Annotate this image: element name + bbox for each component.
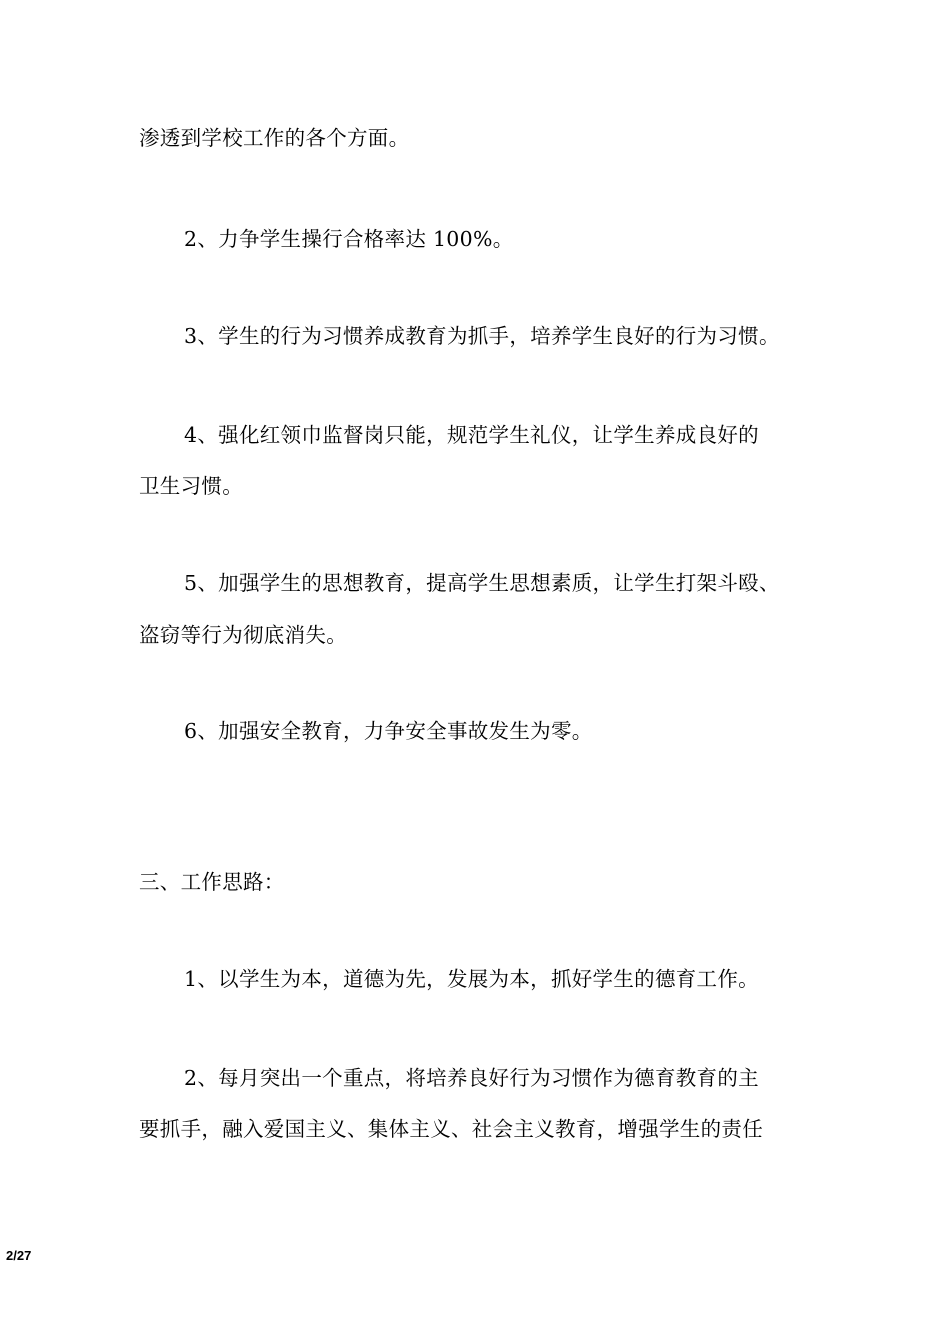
text-line-1: 渗透到学校工作的各个方面。 [139, 126, 410, 150]
text-line-6: 5、加强学生的思想教育，提高学生思想素质，让学生打架斗殴、 [184, 571, 780, 595]
text-line-3: 3、学生的行为习惯养成教育为抓手，培养学生良好的行为习惯。 [184, 324, 780, 348]
text-line-7: 盗窃等行为彻底消失。 [139, 623, 347, 647]
text-line-5: 卫生习惯。 [139, 474, 243, 498]
text-line-11: 2、每月突出一个重点，将培养良好行为习惯作为德育教育的主 [184, 1066, 759, 1090]
section-heading: 三、工作思路： [139, 870, 285, 894]
page-number: 2/27 [6, 1248, 32, 1263]
text-line-10: 1、以学生为本，道德为先，发展为本，抓好学生的德育工作。 [184, 967, 759, 991]
text-line-4: 4、强化红领巾监督岗只能，规范学生礼仪，让学生养成良好的 [184, 423, 759, 447]
text-line-2: 2、力争学生操行合格率达 100%。 [184, 227, 514, 251]
text-line-8: 6、加强安全教育，力争安全事故发生为零。 [184, 719, 593, 743]
text-line-12: 要抓手，融入爱国主义、集体主义、社会主义教育，增强学生的责任 [139, 1117, 763, 1141]
